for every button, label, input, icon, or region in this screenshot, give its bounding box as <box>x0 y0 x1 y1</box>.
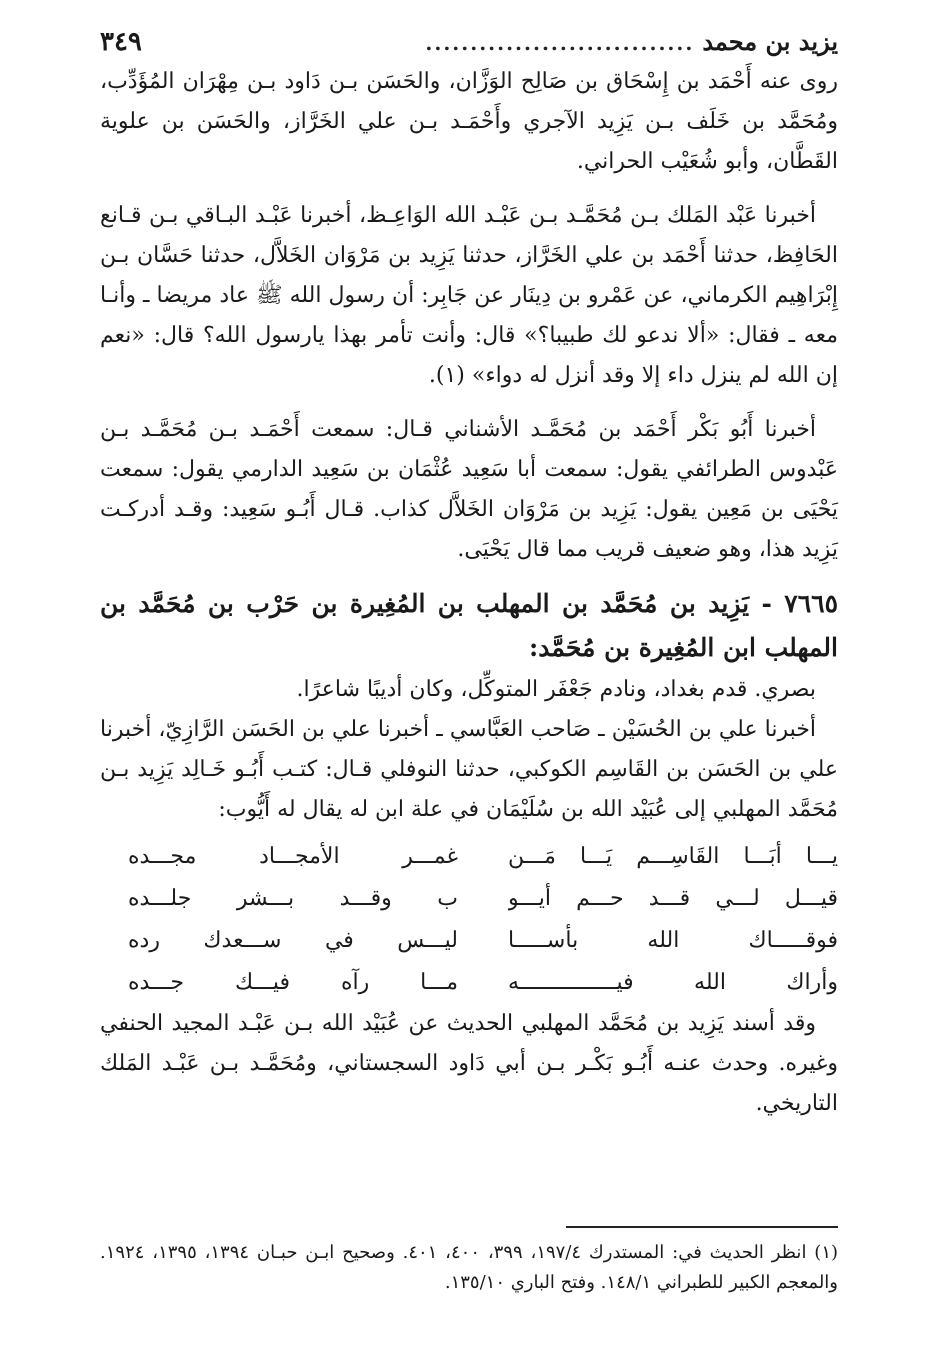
poem-hemistich-first: قيـــل لـــي قـــد حـــم أيـــو <box>508 886 838 911</box>
poem-hemistich-second: مـــا رآه فيـــك جـــده <box>128 970 458 995</box>
poem-hemistich-second: ليـــس في ســـعدك رده <box>128 928 458 953</box>
entry-bio: بصري. قدم بغداد، ونادم جَعْفَر المتوكِّل، وكان أديبًا شاعرًا. <box>296 677 816 702</box>
running-header <box>100 22 838 62</box>
poem-verse <box>100 962 838 1004</box>
header-leader-dots: .............................. <box>425 31 695 55</box>
poem <box>100 836 838 1004</box>
paragraph-hadith: أخبرنا عَبْد المَلك بـن مُحَمَّـد بـن عَبْـد الله الوَاعِـظ، أخبرنا عَبْـد البـاقي بـن قـانع الحَافِظ، حدثنا أَحْمَد بن علي الخَرَّاز، حدثنا يَزِيد بن مَرْوَان الخَلاَّل، حدثنا حَسَّان بـن إِبْرَاهِيم الكرماني، عن عَمْرو بن دِينَار عن جَابِر: أن رسول الله ﷺ عاد مريضا ـ وأنـا معه ـ فقال: «ألا ندعو لك طبيبا؟» قال: وأنت تأمر بهذا يارسول الله؟ قال: «نعم إن الله لم ينزل داء إلا وقد أنزل له دواء» (١). <box>100 203 838 388</box>
page-number: ٣٤٩ <box>100 27 142 57</box>
entry-chain: أخبرنا علي بن الحُسَيْن ـ صَاحب العَبَّاسي ـ أخبرنا علي بن الحَسَن الرَّازِيّ، أخبرنا علي بن الحَسَن بن القَاسِم الكوكبي، حدثنا النوفلي قـال: كتـب أَبُـو خَـالِد يَزِيد بـن مُحَمَّد المهلبي إلى عُبَيْد الله بن سُلَيْمَان في علة ابن له يقال له أَيُّوب: <box>100 717 838 822</box>
poem-verse <box>100 836 838 878</box>
entry-heading: ٧٦٦٥ - يَزِيد بن مُحَمَّد بن المهلب بن المُغِيرة بن حَرْب بن مُحَمَّد بن المهلب ابن المُغِيرة بن مُحَمَّد: <box>100 589 838 662</box>
footnote-divider <box>566 1226 838 1228</box>
running-title: يزيد بن محمد <box>702 27 838 56</box>
footnotes <box>100 1238 838 1298</box>
entry-closing: وقد أسند يَزِيد بن مُحَمَّد المهلبي الحديث عن عُبَيْد الله بـن عَبْـد المجيد الحنفي وغيره. وحدث عنـه أَبُـو بَكْـر بـن أبي دَاود السجستاني، ومُحَمَّـد بـن عَبْـد المَلك التاريخي. <box>100 1011 838 1116</box>
footnote-1: (١) انظر الحديث في: المستدرك ١٩٧/٤، ٣٩٩، ٤٠٠، ٤٠١. وصحيح ابـن حبـان ١٣٩٤، ١٣٩٥، ١٩٢٤. والمعجم الكبير للطبراني ١٤٨/١. وفتح الباري ١٣٥/١٠. <box>100 1242 839 1293</box>
poem-verse <box>100 878 838 920</box>
paragraph-narrators: روى عنه أَحْمَد بن إِسْحَاق بن صَالِح الوَزَّان، والحَسَن بـن دَاود بـن مِهْرَان المُؤَدِّب، ومُحَمَّد بن خَلَف بـن يَزِيد الآجري وأَحْمَـد بـن علي الخَرَّاز، والحَسَن بن علوية القَطَّان، وأبو شُعَيْب الحراني. <box>100 69 838 174</box>
poem-hemistich-first: وأراك الله فيـــــــــــــــه <box>508 970 838 995</box>
poem-verse <box>100 920 838 962</box>
poem-hemistich-first: فوقـــــاك الله بأســـــا <box>508 928 838 953</box>
poem-hemistich-first: يـــا أبَـــا القَاسِـــم يَـــا مَـــن <box>508 844 838 869</box>
paragraph-assessment: أخبرنا أَبُو بَكْر أَحْمَد بن مُحَمَّـد الأشناني قـال: سمعت أَحْمَـد بـن مُحَمَّـد بـن عَبْدوس الطرائفي يقول: سمعت أبا سَعِيد عُثْمَان بن سَعِيد الدارمي يقول: سمعت يَحْيَى بن مَعِين يقول: يَزِيد بن مَرْوَان الخَلاَّل كذاب. قـال أَبُـو سَعِيد: وقـد أدركـت يَزِيد هذا، وهو ضعيف قريب مما قال يَحْيَى. <box>100 417 838 562</box>
poem-hemistich-second: غمـــر الأمجـــاد مجـــده <box>128 844 458 869</box>
poem-hemistich-second: ب وقـــد بـــشر جلـــده <box>128 886 458 911</box>
page-body <box>100 22 838 1124</box>
